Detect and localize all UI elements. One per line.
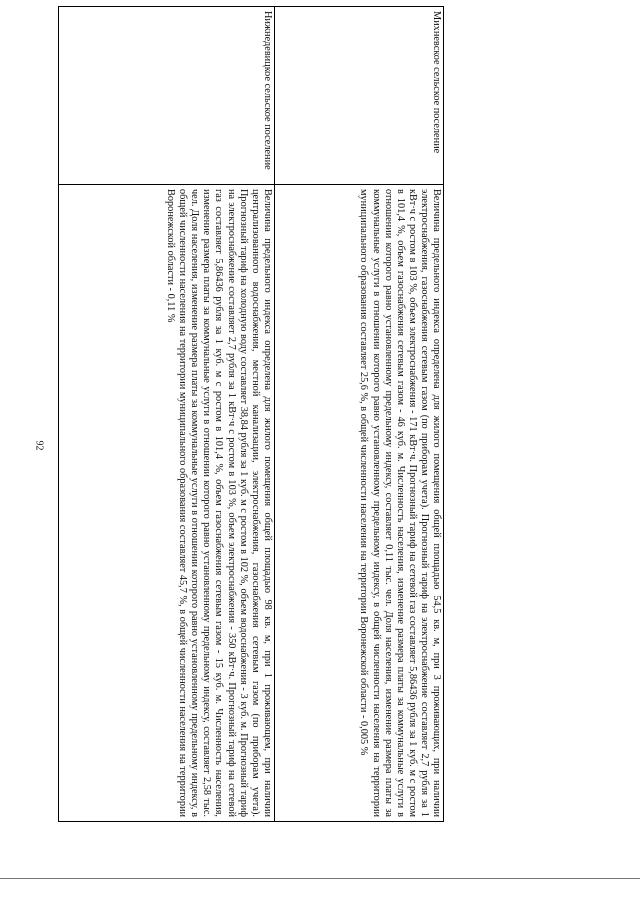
settlement-name-cell: Михневское сельское поселение [274, 7, 443, 185]
bottom-divider [0, 878, 640, 879]
index-table [58, 6, 444, 822]
page-number: 92 [33, 440, 45, 451]
table-row [274, 7, 443, 822]
table-row [59, 7, 275, 822]
description-cell: Величина предельного индекса определена для жилого помещения общей площадью 54,5 кв. м, при 3 проживающих, при наличии электроснабжения, газоснабжения сетевым газом (по приборам учета). Прогнозный тариф на электроснабжение составляет 2,7 рубля за 1 кВт·ч с ростом в 103 %, объем электроснабжения - 171 кВт·ч. Прогнозный тариф на сетевой газ составляет 5,86436 рубля за 1 куб. м с ростом в 101,4 %, объем газоснабжения сетевым газом - 46 куб. м. Численность населения, изменение размера платы за коммунальные услуги в отношении которого равно установленному предельному индексу, составляет 0,11 тыс. чел. Доля населения, изменение размера платы за коммунальные услуги в отношении которого равно установленному предельному индексу, в общей численности населения на территории муниципального образования составляет 25,6 %, в общей численности населения на территории Воронежской области - 0,005 % [274, 185, 443, 822]
description-cell: Величина предельного индекса определена для жилого помещения общей площадью 98 кв. м, при 1 проживающем, при наличии централизованного водоснабжения, местной канализации, электроснабжения, газоснабжения сетевым газом (по приборам учета). Прогнозный тариф на холодную воду составляет 38,84 рубля за 1 куб. м с ростом в 102 %, объем водоснабжения - 3 куб. м. Прогнозный тариф на электроснабжение составляет 2,7 рубля за 1 кВт·ч с ростом в 103 %, объем электроснабжения - 350 кВт·ч. Прогнозный тариф на сетевой газ составляет 5,86436 рубля за 1 куб. м с ростом в 101,4 %, объем газоснабжения сетевым газом - 15 куб. м. Численность населения, изменение размера платы за коммунальные услуги в отношении которого равно установленному предельному индексу, составляет 2,58 тыс. чел. Доля населения, изменение размера платы за коммунальные услуги в отношении которого равно установленному предельному индексу, в общей численности населения на территории муниципального образования составляет 45,7 %, в общей численности населения на территории Воронежской области - 0,11 % [59, 185, 275, 822]
settlement-name-cell: Нижнедевицкое сельское поселение [59, 7, 275, 185]
rotated-table-container [58, 6, 444, 822]
